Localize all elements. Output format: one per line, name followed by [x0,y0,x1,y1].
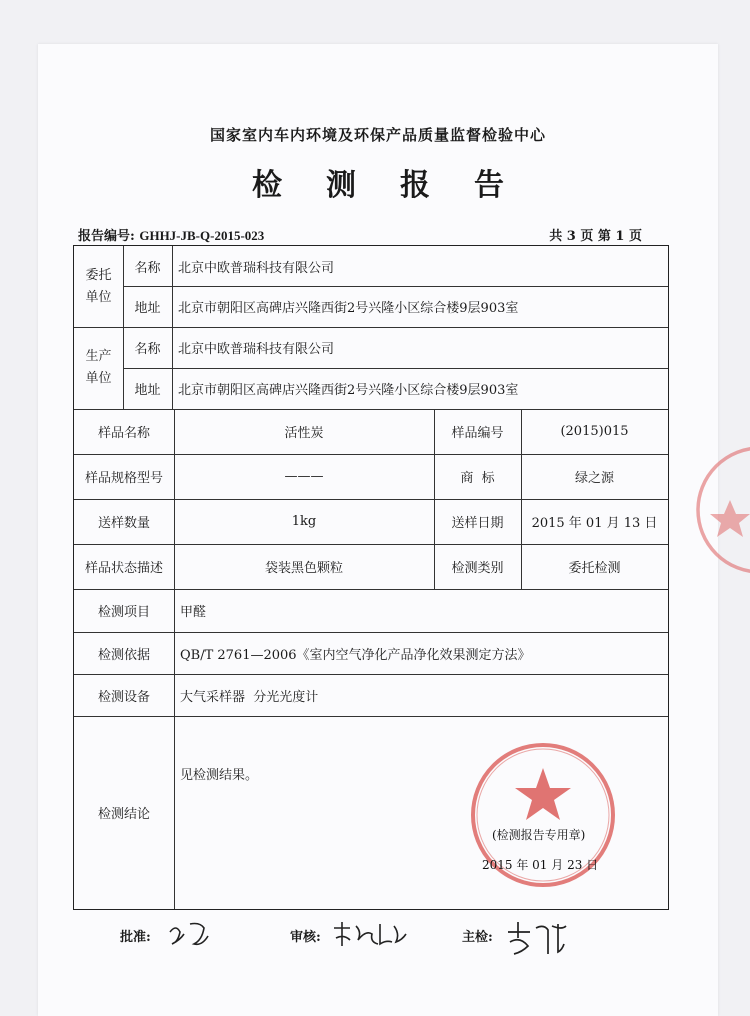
conclusion-value: 见检测结果。 [180,767,259,783]
client-address-label: 地址 [134,301,161,316]
sample-number-label: 样品编号 [451,426,504,441]
sample-quantity-label: 送样数量 [97,516,150,531]
edge-seal-stamp [690,440,750,580]
producer-group-label: 生产单位 [85,349,112,386]
test-equipment-value: 大气采样器 分光光度计 [180,689,319,705]
producer-address-label: 地址 [134,383,161,398]
seal-date: 2015 年 01 月 23 日 [482,858,599,872]
submission-date-label: 送样日期 [451,516,504,531]
document-title: 检测报告 [252,168,548,203]
producer-name-label: 名称 [134,342,161,357]
test-item-label: 检测项目 [97,605,150,620]
approve-label: 批准: [120,930,151,945]
conclusion-label: 检测结论 [97,807,150,822]
review-signature [330,918,410,952]
sample-state-label: 样品状态描述 [84,561,163,576]
test-basis-value: QB/T 2761—2006《室内空气净化产品净化效果测定方法》 [180,647,531,663]
test-basis-label: 检测依据 [97,647,150,663]
page-count: 共 3 页 第 1 页 [549,229,642,244]
test-item-value: 甲醛 [180,605,207,620]
client-address-value: 北京市朝阳区高碑店兴隆西街2号兴隆小区综合楼9层903室 [178,301,519,316]
brand-value: 绿之源 [574,471,614,486]
report-number-line [78,223,642,243]
sample-spec-label: 样品规格型号 [84,471,163,486]
producer-address-value: 北京市朝阳区高碑店兴隆西街2号兴隆小区综合楼9层903室 [178,383,519,398]
test-equipment-label: 检测设备 [97,689,150,705]
signature-row [38,918,718,968]
sample-state-value: 袋装黑色颗粒 [264,561,343,576]
client-name-value: 北京中欧普瑞科技有限公司 [178,260,335,276]
seal-note: (检测报告专用章) [492,828,586,842]
test-category-label: 检测类别 [451,561,504,576]
institution-name: 国家室内车内环境及环保产品质量监督检验中心 [209,126,546,144]
test-category-value: 委托检测 [568,561,621,576]
sample-name-value: 活性炭 [284,426,324,441]
sample-quantity-value: 1kg [291,514,317,529]
sample-number-value: (2015)015 [560,424,629,439]
approve-signature [166,918,216,952]
inspector-signature [504,918,574,958]
client-group-label: 委托单位 [85,267,112,305]
submission-date-value: 2015 年 01 月 13 日 [531,516,658,531]
review-label: 审核: [290,930,321,945]
report-number-label: 报告编号: [78,229,135,244]
producer-name-value: 北京中欧普瑞科技有限公司 [178,342,335,357]
sample-spec-value: ——— [284,469,324,484]
client-name-label: 名称 [134,260,161,276]
report-number-value: GHHJ-JB-Q-2015-023 [139,228,265,243]
sample-name-label: 样品名称 [97,426,150,441]
brand-label: 商 标 [460,471,495,486]
inspector-label: 主检: [462,930,493,945]
